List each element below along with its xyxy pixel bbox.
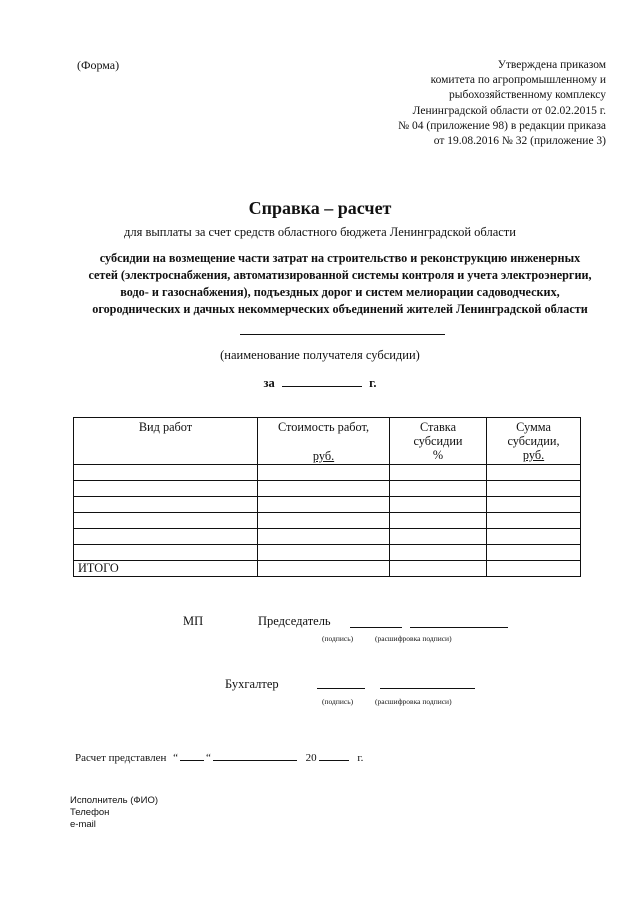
period-line [0,374,640,391]
table-cell[interactable] [258,561,390,577]
table-header-row [74,418,581,465]
header-work-type: Вид работ [74,418,258,465]
table-total-row [74,561,581,577]
table-row [74,513,581,529]
accountant-decoding-hint: (расшифровка подписи) [375,697,452,706]
header-rate-title2: субсидии [413,434,463,448]
description-line: огороднических и дачных некоммерческих объединений жителей Ленинградской области [92,302,588,316]
table-cell[interactable] [390,481,487,497]
table-cell[interactable] [258,497,390,513]
table-cell[interactable] [487,497,581,513]
year-field[interactable] [319,750,349,761]
table-cell[interactable] [487,529,581,545]
description-line: сетей (электроснабжения, автоматизированной системы контроля и учета электроэнергии, [88,268,592,282]
period-prefix: за [263,376,275,390]
table-row [74,481,581,497]
year-prefix: 20 [305,752,317,764]
table-cell[interactable] [258,529,390,545]
table-row [74,497,581,513]
table-row [74,529,581,545]
header-cost-title: Стоимость работ, [277,420,370,434]
approval-line: рыбохозяйственному комплексу [449,89,606,102]
chairman-decoding-hint: (расшифровка подписи) [375,634,452,643]
recipient-caption: (наименование получателя субсидии) [220,348,420,362]
approval-line: Утверждена приказом [497,59,606,71]
open-quote: “ [173,752,179,764]
table-cell[interactable] [258,513,390,529]
phone-label: Телефон [70,807,110,818]
accountant-decoding-field[interactable] [380,688,475,689]
accountant-signature-hint: (подпись) [322,697,354,706]
table-cell[interactable] [74,497,258,513]
year-suffix: г. [357,752,364,764]
header-sum-title: Сумма [516,420,551,434]
table-cell[interactable] [74,465,258,481]
approval-line: № 04 (приложение 98) в редакции приказа [398,119,606,132]
table-cell[interactable] [258,545,390,561]
table-cell[interactable] [258,481,390,497]
month-field[interactable] [213,750,297,761]
description-line: водо- и газоснабжения), подъездных дорог и систем мелиорации садоводческих, [120,285,560,299]
total-label: ИТОГО [74,561,258,577]
email-label: e-mail [70,819,96,830]
header-cost [258,418,390,465]
description-line: субсидии на возмещение части затрат на строительство и реконструкцию инженерных [99,251,581,265]
recipient-name-field[interactable] [240,334,445,335]
table-row [74,545,581,561]
chairman-signature-hint: (подпись) [322,634,354,643]
presented-label: Расчет представлен [75,752,167,764]
document-subtitle: для выплаты за счет средств областного бюджета Ленинградской области [124,225,516,239]
approval-line: комитета по агропромышленному и [430,74,606,87]
executor-label: Исполнитель (ФИО) [70,795,159,806]
accountant-label: Бухгалтер [225,677,279,691]
table-cell[interactable] [390,545,487,561]
contacts-block [70,795,158,831]
table-cell[interactable] [487,481,581,497]
table-cell[interactable] [487,513,581,529]
table-cell[interactable] [390,465,487,481]
table-cell[interactable] [74,481,258,497]
table-cell[interactable] [390,497,487,513]
approval-line: Ленинградской области от 02.02.2015 г. [412,104,606,117]
table-cell[interactable] [390,513,487,529]
subsidy-description [70,250,610,318]
table-cell[interactable] [258,465,390,481]
header-sum-unit: руб. [522,448,545,462]
header-cost-unit: руб. [312,449,335,463]
approval-block [306,58,606,149]
period-suffix: г. [369,376,377,390]
works-table [73,417,581,577]
table-cell[interactable] [74,513,258,529]
header-rate [390,418,487,465]
form-label: (Форма) [77,58,120,72]
table-cell[interactable] [74,529,258,545]
table-row [74,465,581,481]
close-quote: “ [206,752,211,764]
table-cell[interactable] [390,561,487,577]
stamp-place-label: МП [183,614,204,628]
chairman-decoding-field[interactable] [410,627,508,628]
table-cell[interactable] [487,465,581,481]
accountant-signature-field[interactable] [317,688,365,689]
header-rate-title: Ставка [419,420,457,434]
document-title: Справка – расчет [248,198,392,218]
chairman-signature-field[interactable] [350,627,402,628]
period-field[interactable] [282,374,362,387]
approval-line: от 19.08.2016 № 32 (приложение 3) [433,135,606,148]
day-field[interactable] [180,750,204,761]
table-cell[interactable] [487,545,581,561]
table-cell[interactable] [487,561,581,577]
chairman-label: Председатель [258,614,331,628]
header-sum-title2: субсидии, [507,434,560,448]
header-sum [487,418,581,465]
table-cell[interactable] [74,545,258,561]
table-cell[interactable] [390,529,487,545]
presented-line [75,750,363,764]
header-rate-unit: % [432,448,444,462]
